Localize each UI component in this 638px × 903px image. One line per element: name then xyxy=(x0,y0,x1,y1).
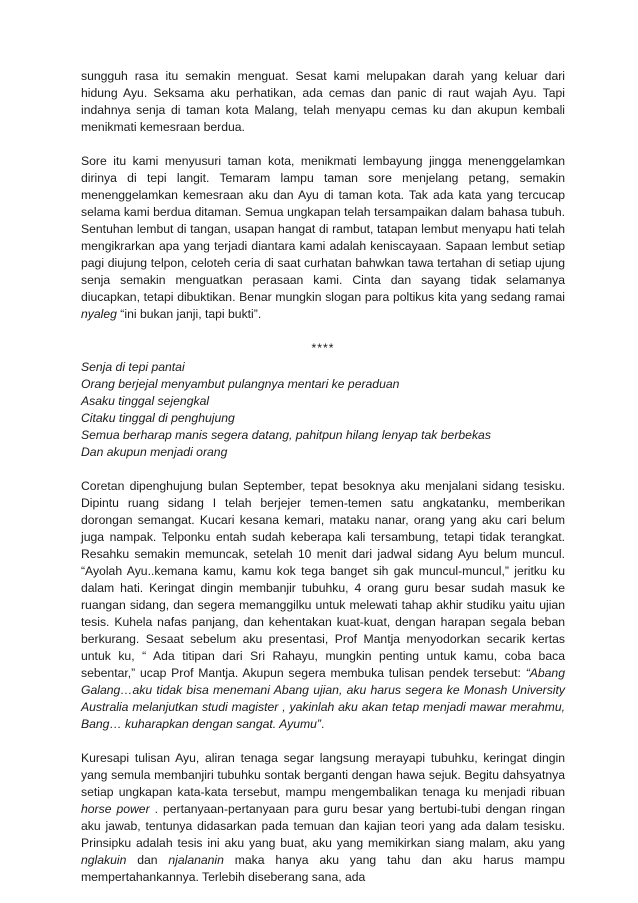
italic-text: horse power xyxy=(81,802,150,816)
paragraph xyxy=(81,68,565,136)
paragraph-text: Coretan dipenghujung bulan September, tepat besoknya aku menjalani sidang tesisku. Dipintu ruang sidang I telah berjejer temen-temen satu angkatanku, memberikan dorongan semangat. Kucari kesana kemari, mataku nanar, orang yang aku cari belum juga nampak. Telponku entah sudah keberapa kali tersambung, tetapi tidak terangkat. Resahku semakin memuncak, setelah 10 menit dari jadwal sidang Ayu belum muncul. “Ayolah Ayu..kemana kamu, kamu kok tega banget sih gak muncul-muncul,” jeritku ku dalam hati. Keringat dingin membanjir tubuhku, 4 orang guru besar sudah masuk ke ruangan sidang, dan segera memanggilku untuk melewati tahap akhir studiku yaitu ujian tesis. Kuhela nafas panjang, dan kehentakan kuat-kuat, dengan harapan segala beban berkurang. Sesaat sebelum aku presentasi, Prof Mantja menyodorkan secarik kertas untuk ku, “ Ada titipan dari Sri Rahayu, mungkin penting untuk kamu, coba baca sebentar,” ucap Prof Mantja. Akupun segera membuka tulisan pendek tersebut: xyxy=(81,479,565,680)
paragraph-text: . pertanyaan-pertanyaan para guru besar yang bertubi-tubi dengan ringan aku jawab, tentunya didasarkan pada temuan dan kajian teori yang ada dalam tesisku. Prinsipku adalah tesis ini aku yang buat, aku yang memikirkan siang malam, aku yang xyxy=(81,802,565,850)
poem-line: Dan akupun menjadi orang xyxy=(81,445,228,459)
paragraph xyxy=(81,153,565,323)
paragraph xyxy=(81,750,565,886)
paragraph-text: Sore itu kami menyusuri taman kota, menikmati lembayung jingga menenggelamkan dirinya di tepi langit. Temaram lampu taman sore menjelang petang, semakin menenggelamkan kemesraan aku dan Ayu di taman kota. Tak ada kata yang tercucap selama kami berdua ditaman. Semua ungkapan telah tersampaikan dalam bahasa tubuh. Sentuhan lembut di tangan, usapan hangat di rambut, tatapan lembut menyapu hati telah mengikrarkan apa yang terjadi diantara kami adalah keniscayaan. Sapaan lembut setiap pagi diujung telpon, celoteh ceria di saat curhatan bahwkan tawa tertahan di setiap ujung senja semakin menguatkan perasaan kami. Cinta dan sayang tidak selamanya diucapkan, tetapi dibuktikan. Benar mungkin slogan para poltikus kita yang sedang ramai xyxy=(81,154,565,304)
paragraph xyxy=(81,478,565,733)
poem-line: Asaku tinggal sejengkal xyxy=(81,394,210,408)
italic-text: njalananin xyxy=(168,853,224,867)
paragraph-text: dan xyxy=(126,853,169,867)
paragraph-text: . xyxy=(320,717,325,731)
paragraph-text: Kuresapi tulisan Ayu, aliran tenaga segar langsung merayapi tubuhku, keringat dingin yang semula membanjiri tubuhku sontak berganti dengan hawa sejuk. Begitu dahsyatnya setiap ungkapan kata-kata tersebut, mampu mengembalikan tenaga ku menjadi ribuan xyxy=(81,751,565,799)
document-page xyxy=(81,68,565,903)
poem-line: Senja di tepi pantai xyxy=(81,360,185,374)
paragraph-text: maka hanya aku yang tahu dan aku harus mampu mempertahankannya. Terlebih diseberang sana, ada xyxy=(81,853,565,884)
poem xyxy=(81,359,565,461)
body-text-bottom xyxy=(81,478,565,886)
paragraph-text: sungguh rasa itu semakin menguat. Sesat kami melupakan darah yang keluar dari hidung Ayu. Seksama aku perhatikan, ada cemas dan panic di raut wajah Ayu. Tapi indahnya senja di taman kota Malang, telah menyapu cemas ku dan akupun kembali menikmati kemesraan berdua. xyxy=(81,69,565,134)
section-separator: **** xyxy=(311,341,335,355)
body-text-top xyxy=(81,68,565,323)
paragraph-text: “ini bukan janji, tapi bukti”. xyxy=(116,307,262,321)
poem-line: Citaku tinggal di penghujung xyxy=(81,411,235,425)
italic-text: “Abang Galang…aku tidak bisa menemani Abang ujian, aku harus segera ke Monash University Australia melanjutkan studi magister , yakinlah aku akan tetap menjadi mawar merahmu, Bang… kuharapkan dengan sangat. Ayumu” xyxy=(81,666,565,731)
poem-line: Orang berjejal menyambut pulangnya mentari ke peraduan xyxy=(81,377,400,391)
poem-line: Semua berharap manis segera datang, pahitpun hilang lenyap tak berbekas xyxy=(81,428,491,442)
italic-text: nglakuin xyxy=(81,853,127,867)
italic-text: nyaleg xyxy=(81,307,117,321)
